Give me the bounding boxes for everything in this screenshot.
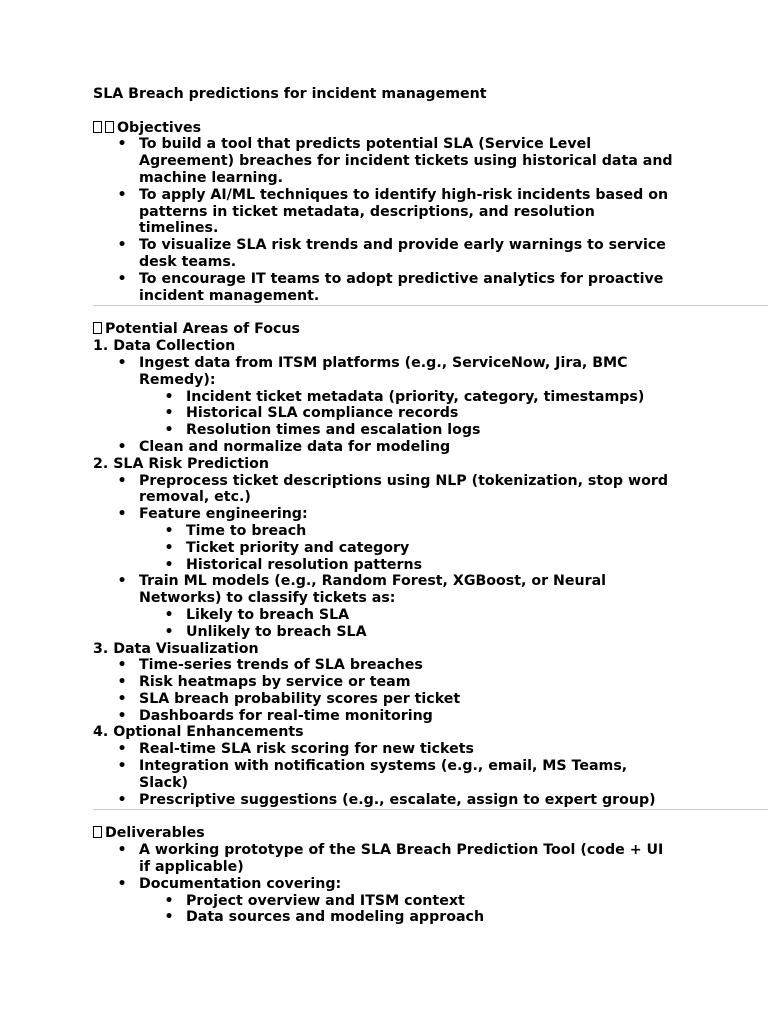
bullet-icon: • xyxy=(117,657,127,674)
list-item xyxy=(93,506,768,523)
sub-list-item xyxy=(93,540,768,557)
list-item-text: Real-time SLA risk scoring for new tickets xyxy=(139,741,474,758)
list-item xyxy=(93,439,768,456)
bullet-icon: • xyxy=(164,556,174,573)
list-item-text: Unlikely to breach SLA xyxy=(186,623,367,640)
list-item xyxy=(93,792,768,809)
horizontal-divider xyxy=(93,809,768,810)
list-item-text: To encourage IT teams to adopt predictive analytics for proactive incident management. xyxy=(139,270,664,304)
list-item-text: Time-series trends of SLA breaches xyxy=(139,657,423,674)
list-item-text: Clean and normalize data for modeling xyxy=(139,438,451,455)
sub-list-item xyxy=(93,557,768,574)
list-item xyxy=(93,355,768,389)
deliverables-heading xyxy=(93,825,768,842)
bullet-icon: • xyxy=(117,758,127,775)
document-title: SLA Breach predictions for incident management xyxy=(93,86,487,102)
bullet-icon: • xyxy=(164,422,174,439)
list-item-text: Resolution times and escalation logs xyxy=(186,422,481,439)
sub-list-item xyxy=(93,624,768,641)
bullet-icon: • xyxy=(117,136,127,153)
missing-glyph-icon xyxy=(105,121,114,133)
list-item xyxy=(93,741,768,758)
list-item-text: Project overview and ITSM context xyxy=(186,892,465,909)
list-item-text: Integration with notification systems (e.g., email, MS Teams, Slack) xyxy=(139,758,628,791)
list-item-text: Documentation covering: xyxy=(139,875,342,892)
bullet-icon: • xyxy=(117,674,127,691)
bullet-icon: • xyxy=(117,690,127,707)
sub-list-item xyxy=(93,422,768,439)
list-item xyxy=(93,876,768,893)
bullet-icon: • xyxy=(117,506,127,523)
list-item xyxy=(93,758,768,792)
list-item xyxy=(93,271,768,305)
list-item xyxy=(93,842,768,876)
sub-list-item xyxy=(93,893,768,910)
objectives-heading-text: Objectives xyxy=(117,119,202,136)
list-item xyxy=(93,187,768,237)
list-item-text: Incident ticket metadata (priority, category, timestamps) xyxy=(186,388,645,405)
bullet-icon: • xyxy=(117,438,127,455)
bullet-icon: • xyxy=(164,892,174,909)
list-item xyxy=(93,674,768,691)
missing-glyph-icon xyxy=(93,826,102,838)
bullet-icon: • xyxy=(117,875,127,892)
bullet-icon: • xyxy=(117,354,127,371)
list-item-text: To build a tool that predicts potential SLA (Service Level Agreement) breaches for incident tickets using historical data and machine learning. xyxy=(139,136,673,186)
list-item xyxy=(93,237,768,271)
list-item-text: Dashboards for real-time monitoring xyxy=(139,707,433,724)
focus-heading-text: Potential Areas of Focus xyxy=(105,321,300,338)
deliverables-heading-text: Deliverables xyxy=(105,825,205,842)
section-title: 2. SLA Risk Prediction xyxy=(93,455,269,472)
bullet-icon: • xyxy=(164,539,174,556)
section-title: 1. Data Collection xyxy=(93,338,236,355)
list-item xyxy=(93,473,768,507)
sub-list-item xyxy=(93,909,768,926)
sub-list-item xyxy=(93,523,768,540)
bullet-icon: • xyxy=(117,186,127,203)
missing-glyph-icon xyxy=(93,121,102,133)
list-item xyxy=(93,708,768,725)
document-body xyxy=(93,86,768,926)
bullet-icon: • xyxy=(164,388,174,405)
bullet-icon: • xyxy=(164,522,174,539)
list-item-text: Historical resolution patterns xyxy=(186,556,423,573)
bullet-icon: • xyxy=(164,606,174,623)
list-item-text: Ticket priority and category xyxy=(186,539,410,556)
bullet-icon: • xyxy=(117,741,127,758)
bullet-icon: • xyxy=(117,707,127,724)
spacer xyxy=(93,103,768,120)
list-item-text: Prescriptive suggestions (e.g., escalate, assign to expert group) xyxy=(139,791,656,808)
bullet-icon: • xyxy=(164,909,174,926)
bullet-icon: • xyxy=(117,842,127,859)
list-item-text: Feature engineering: xyxy=(139,506,308,523)
horizontal-divider xyxy=(93,305,768,306)
list-item xyxy=(93,136,768,186)
bullet-icon: • xyxy=(164,405,174,422)
bullet-icon: • xyxy=(117,237,127,254)
list-item-text: Time to breach xyxy=(186,522,307,539)
focus-heading xyxy=(93,321,768,338)
bullet-icon: • xyxy=(164,623,174,640)
sub-list-item xyxy=(93,389,768,406)
objectives-heading xyxy=(93,120,768,137)
list-item xyxy=(93,573,768,607)
list-item-text: To apply AI/ML techniques to identify high-risk incidents based on patterns in ticket metadata, descriptions, and resolution timelines. xyxy=(139,186,669,237)
bullet-icon: • xyxy=(117,791,127,808)
list-item-text: Train ML models (e.g., Random Forest, XGBoost, or Neural Networks) to classify tickets as: xyxy=(139,573,607,607)
bullet-icon: • xyxy=(117,270,127,287)
bullet-icon: • xyxy=(117,573,127,590)
list-item xyxy=(93,691,768,708)
list-item-text: Risk heatmaps by service or team xyxy=(139,674,411,691)
list-item-text: SLA breach probability scores per ticket xyxy=(139,690,461,707)
missing-glyph-icon xyxy=(93,322,102,334)
list-item-text: To visualize SLA risk trends and provide early warnings to service desk teams. xyxy=(139,237,666,270)
bullet-icon: • xyxy=(117,472,127,489)
list-item-text: A working prototype of the SLA Breach Prediction Tool (code + UI if applicable) xyxy=(139,842,664,876)
list-item-text: Historical SLA compliance records xyxy=(186,405,459,422)
section-title: 4. Optional Enhancements xyxy=(93,724,304,741)
list-item-text: Preprocess ticket descriptions using NLP (tokenization, stop word removal, etc.) xyxy=(139,472,668,506)
sub-list-item xyxy=(93,405,768,422)
list-item xyxy=(93,657,768,674)
list-item-text: Data sources and modeling approach xyxy=(186,909,485,926)
list-item-text: Ingest data from ITSM platforms (e.g., ServiceNow, Jira, BMC Remedy): xyxy=(139,354,628,388)
sub-list-item xyxy=(93,607,768,624)
section-title: 3. Data Visualization xyxy=(93,640,259,657)
list-item-text: Likely to breach SLA xyxy=(186,606,350,623)
